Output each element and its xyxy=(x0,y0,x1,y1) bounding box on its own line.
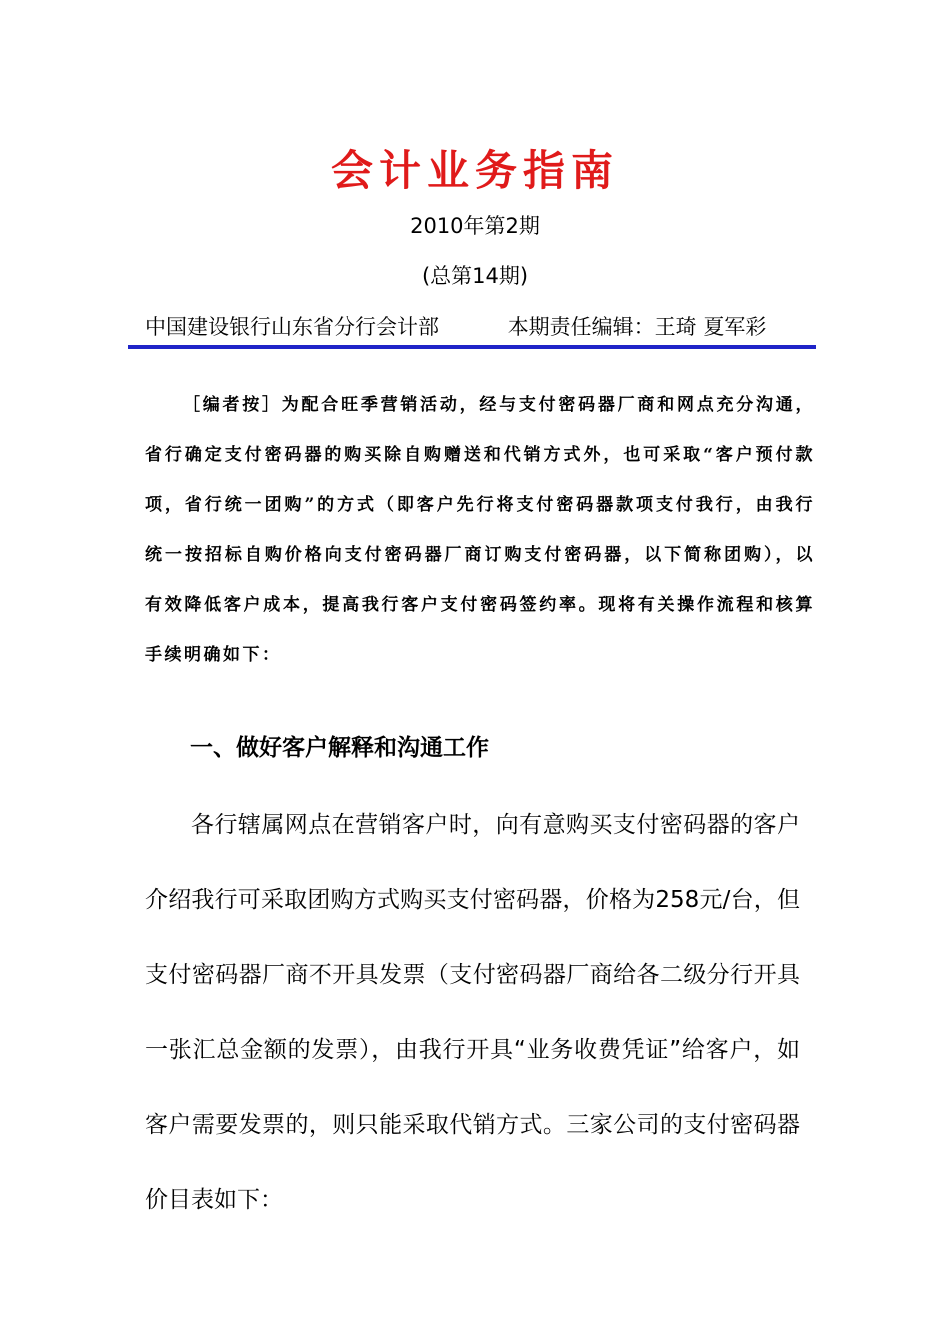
editor-note: ［编者按］为配合旺季营销活动，经与支付密码器厂商和网点充分沟通，省行确定支付密码器的购买除自购赠送和代销方式外，也可采取“客户预付款项，省行统一团购”的方式（即客户先行将支付密码器款项支付我行，由我行统一按招标自购价格向支付密码器厂商订购支付密码器，以下简称团购），以有效降低客户成本，提高我行客户支付密码签约率。现将有关操作流程和核算手续明确如下： xyxy=(145,395,815,665)
masthead-info xyxy=(145,311,815,341)
document-title: 会计业务指南 xyxy=(330,146,619,195)
issue-total-number: (总第14期) xyxy=(421,264,529,288)
responsible-editors: 本期责任编辑：王琦 夏军彩 xyxy=(507,315,767,339)
section-heading-1: 一、做好客户解释和沟通工作 xyxy=(190,735,489,761)
section-1-paragraph: 各行辖属网点在营销客户时，向有意购买支付密码器的客户介绍我行可采取团购方式购买支付密码器，价格为258元/台，但支付密码器厂商不开具发票（支付密码器厂商给各二级分行开具一张汇总金额的发票），由我行开具“业务收费凭证”给客户，如客户需要发票的，则只能采取代销方式。三家公司的支付密码器价目表如下： xyxy=(145,812,800,1213)
masthead-divider xyxy=(128,345,816,349)
department-name: 中国建设银行山东省分行会计部 xyxy=(145,315,439,339)
issue-number: 2010年第2期 xyxy=(410,214,540,238)
